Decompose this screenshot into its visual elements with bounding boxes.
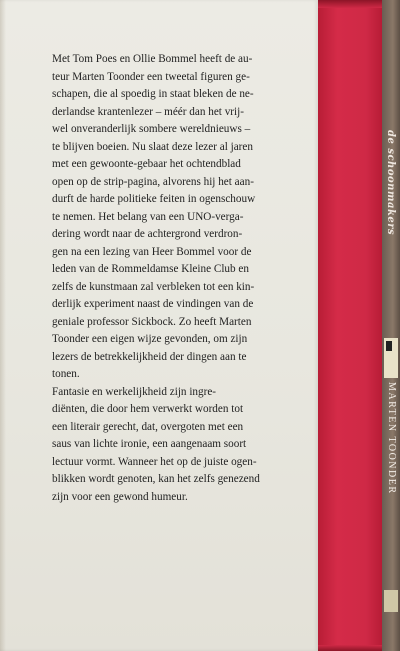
blurb-line: te blijven boeien. Nu slaat deze lezer al jaren: [52, 140, 253, 153]
blurb-line: lezers de betrekkelijkheid der dingen aan te: [52, 350, 247, 363]
side-spine-author: [386, 382, 400, 582]
blurb-line: open op de strip-pagina, alvorens hij het aan-: [52, 175, 254, 188]
blurb-line: derlijk experiment naast de vindingen van de: [52, 298, 254, 310]
side-spine-tab-mark: [386, 341, 392, 351]
side-spine-end-label: [384, 590, 398, 612]
blurb-line: tonen.: [52, 368, 80, 380]
blurb-line: een literair gerecht, dat, overgoten met een: [52, 420, 244, 433]
blurb-line: wel onveranderlijk sombere wereldnieuws –: [52, 123, 251, 135]
red-spine: [318, 0, 382, 651]
blurb-line: zijn voor een gewond humeur.: [52, 490, 188, 503]
blurb-line: zelfs de kunstmaan zal verbleken tot een kin-: [52, 280, 255, 293]
side-spine-author-text: MARTEN TOONDER: [386, 382, 397, 495]
blurb-line: Toonder een eigen wijze gevonden, om zijn: [52, 333, 248, 345]
cover-edge-wear: [0, 0, 6, 651]
blurb-text: [52, 51, 304, 506]
blurb-line: Fantasie en werkelijkheid zijn ingre-: [52, 385, 217, 398]
blurb-line: diënten, die door hem verwerkt worden tot: [52, 403, 244, 415]
side-spine-title: [385, 130, 399, 330]
spine-top-edge: [318, 0, 382, 8]
blurb-line: saus van lichte ironie, een aangenaam soort: [52, 438, 247, 450]
side-spine-title-text: de schoonmakers: [385, 130, 396, 236]
blurb-line: dering wordt naar de achtergrond verdron-: [52, 228, 243, 240]
blurb-line: durft de harde politieke feiten in ogenschouw: [52, 193, 256, 205]
blurb-line: lectuur vormt. Wanneer het op de juiste ogen-: [52, 455, 257, 468]
blurb-line: schapen, die al spoedig in staat bleken de ne-: [52, 88, 254, 100]
blurb-line: geniale professor Sickbock. Zo heeft Marten: [52, 315, 252, 328]
blurb-line: gen na een lezing van Heer Bommel voor de: [52, 245, 252, 258]
blurb-line: met een gewoonte-gebaar het ochtendblad: [52, 158, 241, 170]
blurb-line: Met Tom Poes en Ollie Bommel heeft de au-: [52, 53, 253, 65]
blurb-line: leden van de Rommeldamse Kleine Club en: [52, 263, 249, 275]
blurb-line: teur Marten Toonder een tweetal figuren ge-: [52, 70, 250, 83]
blurb-line: derlandse krantenlezer – méér dan het vrij-: [52, 105, 244, 118]
blurb-line: te nemen. Het belang van een UNO-verga-: [52, 210, 244, 223]
blurb-line: blikken wordt genoten, kan het zelfs genezend: [52, 473, 260, 485]
spine-bottom-edge: [318, 645, 382, 651]
